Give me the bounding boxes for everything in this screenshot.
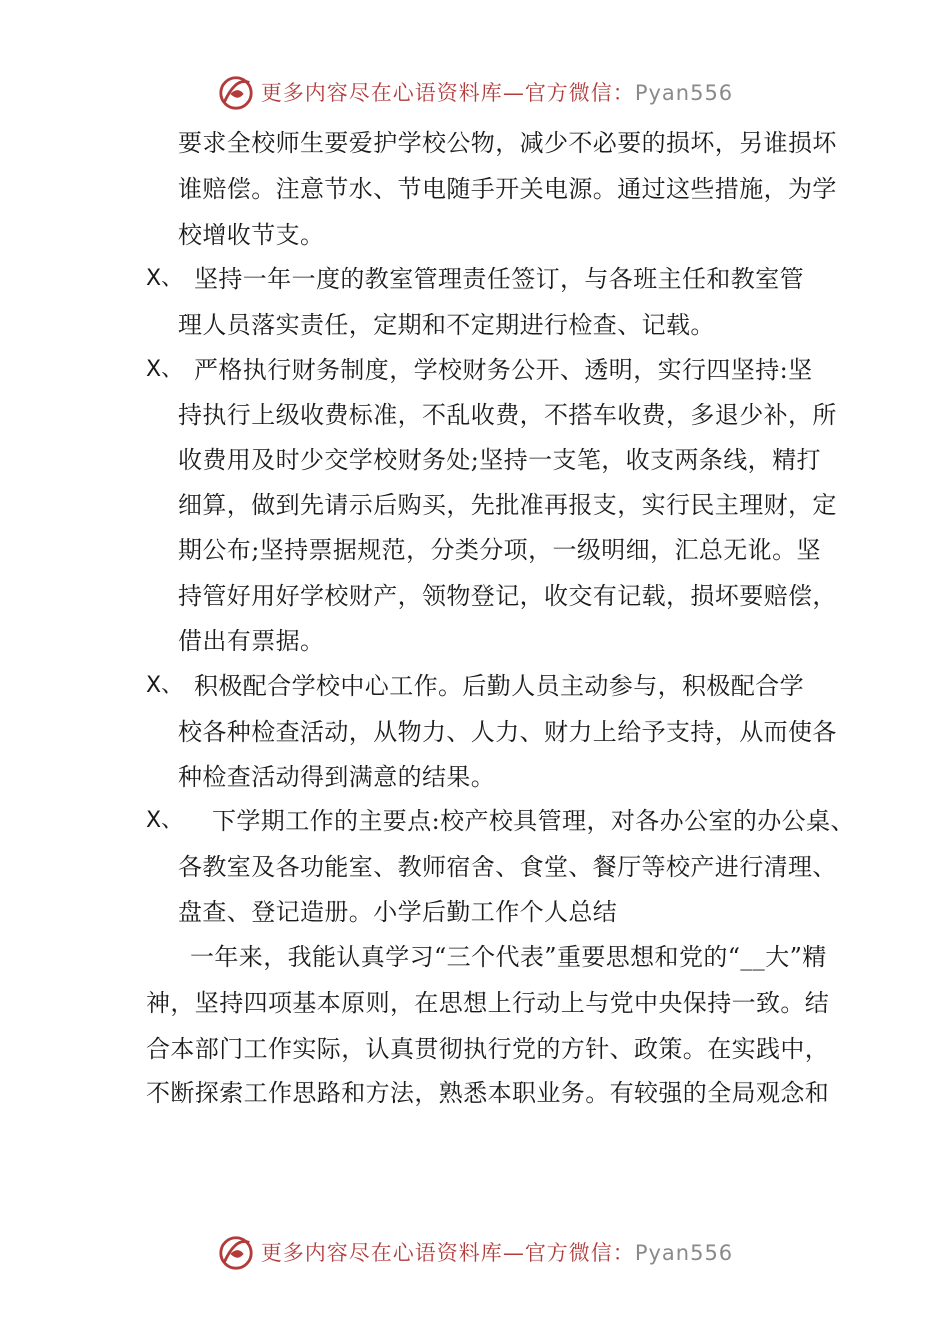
header-dash: —: [502, 81, 525, 105]
footer-banner: [0, 1230, 950, 1274]
list-marker: X、: [146, 673, 184, 698]
header-site-text: 更多内容尽在心语资料库: [260, 81, 503, 105]
item2-line: 严格执行财务制度，学校财务公开、透明，实行四坚持:坚: [194, 356, 813, 384]
footer-wechat-label: 官方微信：: [524, 1241, 635, 1265]
intro-line: 要求全校师生要爱护学校公物，减少不必要的损坏，另谁损坏: [178, 129, 837, 157]
header-text: [261, 77, 733, 107]
item1-line: 坚持一年一度的教室管理责任签订，与各班主任和教室管: [194, 265, 804, 293]
footer-text: [261, 1237, 733, 1267]
item3-line: 校各种检查活动，从物力、人力、财力上给予支持，从而使各: [178, 718, 837, 746]
footer-wechat-id: Pyan556: [634, 1241, 734, 1265]
item4-line: 各教室及各功能室、教师宿舍、食堂、餐厅等校产进行清理、: [178, 853, 837, 881]
item4-line: 下学期工作的主要点:校产校具管理，对各办公室的办公桌、: [212, 807, 855, 835]
intro-line: 谁赔偿。注意节水、节电随手开关电源。通过这些措施，为学: [178, 175, 837, 203]
header-wechat-id: Pyan556: [634, 81, 734, 105]
list-marker: X、: [146, 266, 184, 291]
item4-line: 盘查、登记造册。小学后勤工作个人总结: [178, 898, 618, 926]
footer-site-text: 更多内容尽在心语资料库: [260, 1241, 503, 1265]
summary-line: 合本部门工作实际，认真贯彻执行党的方针、政策。在实践中，: [146, 1035, 830, 1063]
header-banner: [0, 70, 950, 114]
footer-dash: —: [502, 1241, 525, 1265]
item2-line: 收费用及时少交学校财务处;坚持一支笔，收支两条线，精打: [178, 446, 821, 474]
item3-line: 积极配合学校中心工作。后勤人员主动参与，积极配合学: [194, 672, 804, 700]
item2-line: 借出有票据。: [178, 627, 325, 655]
item2-line: 持管好用好学校财产，领物登记，收交有记载，损坏要赔偿，: [178, 582, 837, 610]
header-wechat-label: 官方微信：: [524, 81, 635, 105]
list-marker: X、: [146, 808, 184, 833]
summary-line: 不断探索工作思路和方法，熟悉本职业务。有较强的全局观念和: [146, 1079, 830, 1107]
brand-logo-icon: [217, 73, 255, 111]
item3-line: 种检查活动得到满意的结果。: [178, 763, 496, 791]
item2-line: 细算，做到先请示后购买，先批准再报支，实行民主理财，定: [178, 491, 837, 519]
intro-line: 校增收节支。: [178, 221, 325, 249]
item1-line: 理人员落实责任，定期和不定期进行检查、记载。: [178, 311, 715, 339]
item2-line: 持执行上级收费标准，不乱收费，不搭车收费，多退少补，所: [178, 401, 837, 429]
brand-logo-icon: [217, 1233, 255, 1271]
item2-line: 期公布;坚持票据规范，分类分项，一级明细，汇总无讹。坚: [178, 536, 821, 564]
summary-line: 神，坚持四项基本原则，在思想上行动上与党中央保持一致。结: [146, 989, 830, 1017]
list-marker: X、: [146, 357, 184, 382]
summary-line: 一年来，我能认真学习“三个代表”重要思想和党的“__大”精: [190, 943, 827, 971]
